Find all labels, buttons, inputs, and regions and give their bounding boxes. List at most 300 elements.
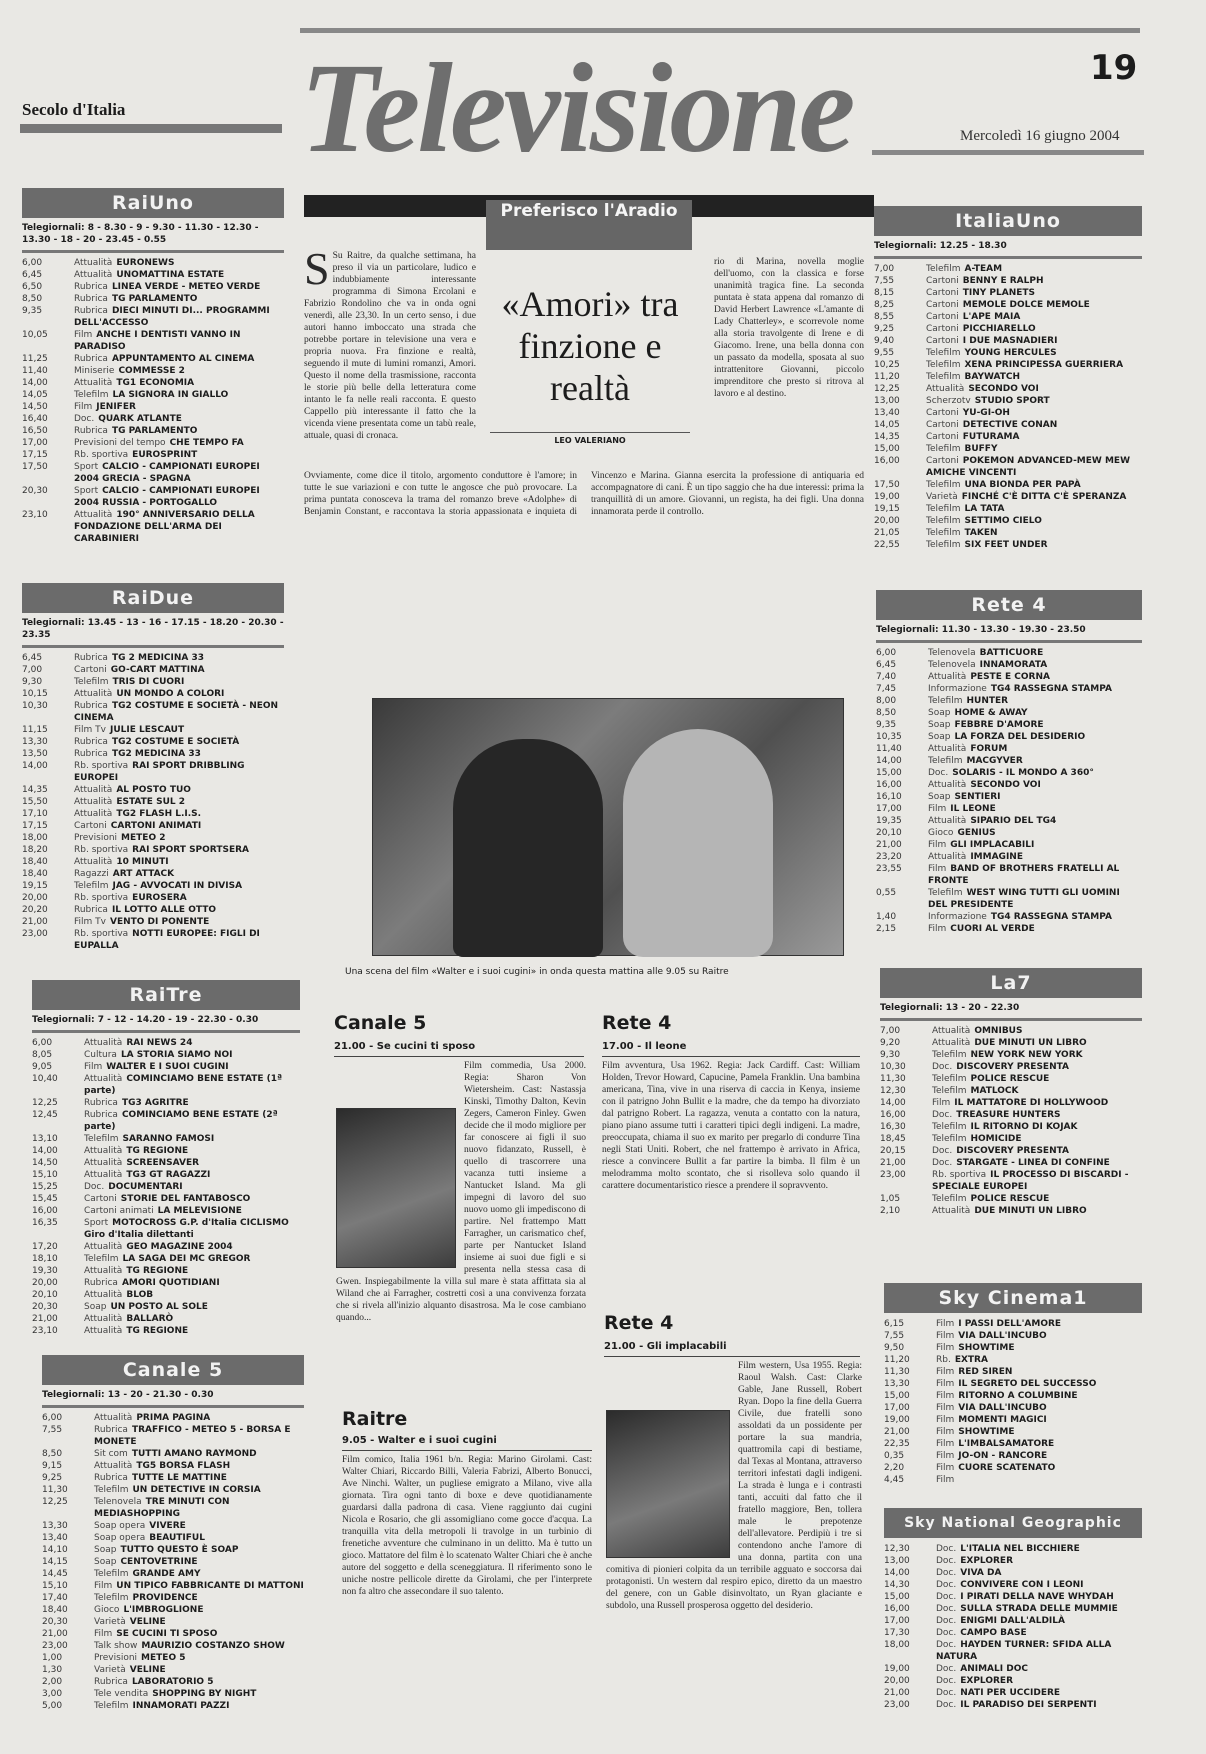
schedule-genre: Gioco — [928, 828, 954, 838]
dropcap: S — [304, 250, 330, 294]
schedule-row — [880, 1073, 1142, 1085]
schedule-time: 9,25 — [42, 1473, 63, 1483]
paper-name: Secolo d'Italia — [22, 100, 126, 119]
schedule-row — [876, 743, 1142, 755]
schedule-title: SENTIERI — [954, 792, 1001, 802]
schedule-time: 16,50 — [22, 426, 48, 436]
schedule-time: 19,00 — [884, 1664, 910, 1674]
feature-col-1: S Su Raitre, da qualche settimana, ha preso il via un particolare, ludico e indubbiamente interessante programma di Simona Ercolani e Fabrizio Rondolino che va in onda ogni venerdì, alle 23,30. In un certo senso, i due autori hanno imboccato una strada che potrebbe portare in televisione una vera e propria nuova. Fra finzione e realtà, seguendo il mute di lumini romanzi, Amori. Questo il nome della trasmissione, racconta le storie più belle della letteratura come intanto le fa nelle reali racconta. E questo Cappello più interessante il fatto che la vicenda viene presentata come un tabù reale, attuale, quasi di cronaca. — [304, 250, 476, 441]
schedule-row — [42, 1700, 304, 1712]
schedule-row — [874, 311, 1142, 323]
schedule-time: 23,00 — [880, 1170, 906, 1180]
schedule-title: APPUNTAMENTO AL CINEMA — [111, 354, 255, 364]
schedule-genre: Rubrica — [84, 1278, 118, 1288]
schedule-list — [884, 1318, 1142, 1486]
schedule-time: 11,25 — [22, 354, 48, 364]
schedule-time: 11,20 — [884, 1355, 910, 1365]
schedule-row — [22, 401, 284, 413]
schedule-row — [22, 293, 284, 305]
schedule-title: CUORI AL VERDE — [950, 924, 1035, 934]
schedule-title: NOTTI EUROPEE: FIGLI DI EUPALLA — [74, 929, 260, 951]
preview-canale5-channel: Canale 5 — [334, 1012, 427, 1034]
schedule-row — [884, 1555, 1142, 1567]
schedule-time: 15,00 — [874, 444, 900, 454]
schedule-row — [874, 443, 1142, 455]
schedule-row — [880, 1145, 1142, 1157]
schedule-title: L'IMBALSAMATORE — [958, 1439, 1055, 1449]
preview-raitre-channel: Raitre — [342, 1408, 408, 1430]
schedule-genre: Rb. sportiva — [74, 893, 129, 903]
schedule-title: IL PARADISO DEI SERPENTI — [960, 1700, 1097, 1710]
schedule-row — [876, 755, 1142, 767]
schedule-time: 20,10 — [876, 828, 902, 838]
schedule-row — [876, 683, 1142, 695]
schedule-genre: Rubrica — [94, 1425, 128, 1435]
schedule-genre: Cartoni — [926, 312, 959, 322]
schedule-time: 20,10 — [32, 1290, 58, 1300]
tg-times: Telegiornali: 12.25 - 18.30 — [874, 236, 1142, 259]
schedule-genre: Rb. sportiva — [74, 450, 129, 460]
schedule-row — [32, 1157, 300, 1169]
schedule-row — [876, 671, 1142, 683]
schedule-row — [32, 1325, 300, 1337]
schedule-title: EURONEWS — [116, 258, 175, 268]
schedule-time: 20,00 — [884, 1676, 910, 1686]
schedule-title: RITORNO A COLUMBINE — [958, 1391, 1078, 1401]
schedule-genre: Telefilm — [94, 1569, 129, 1579]
schedule-time: 7,55 — [874, 276, 895, 286]
schedule-genre: Attualità — [928, 816, 967, 826]
schedule-time: 23,10 — [32, 1326, 58, 1336]
schedule-genre: Miniserie — [74, 366, 115, 376]
schedule-genre: Attualità — [74, 857, 113, 867]
schedule-time: 18,10 — [32, 1254, 58, 1264]
schedule-row — [22, 449, 284, 461]
float-spacer — [606, 1406, 738, 1556]
schedule-genre: Doc. — [936, 1628, 957, 1638]
schedule-title: HUNTER — [966, 696, 1009, 706]
schedule-row — [42, 1412, 304, 1424]
schedule-title: EUROSPRINT — [132, 450, 198, 460]
schedule-genre: Cartoni — [74, 821, 107, 831]
schedule-row — [22, 257, 284, 269]
schedule-genre: Rubrica — [74, 905, 108, 915]
schedule-row — [32, 1169, 300, 1181]
schedule-time: 17,50 — [874, 480, 900, 490]
schedule-title: DUE MINUTI UN LIBRO — [974, 1206, 1087, 1216]
schedule-row — [880, 1025, 1142, 1037]
schedule-row — [22, 700, 284, 724]
schedule-row — [876, 923, 1142, 935]
schedule-row — [884, 1366, 1142, 1378]
schedule-genre: Telefilm — [926, 528, 961, 538]
schedule-row — [42, 1496, 304, 1520]
schedule-list — [22, 652, 284, 952]
schedule-time: 7,55 — [884, 1331, 905, 1341]
schedule-time: 8,50 — [22, 294, 43, 304]
schedule-title: DOCUMENTARI — [108, 1182, 183, 1192]
schedule-time: 20,00 — [22, 893, 48, 903]
schedule-time: 20,30 — [22, 486, 48, 496]
schedule-row — [42, 1484, 304, 1496]
schedule-row — [42, 1448, 304, 1460]
schedule-genre: Attualità — [94, 1461, 133, 1471]
schedule-genre: Telefilm — [926, 372, 961, 382]
schedule-title: BENNY E RALPH — [962, 276, 1044, 286]
schedule-title: TG1 ECONOMIA — [116, 378, 195, 388]
schedule-genre: Film Tv — [74, 725, 106, 735]
schedule-title: PRIMA PAGINA — [136, 1413, 211, 1423]
schedule-genre: Attualità — [84, 1146, 123, 1156]
schedule-row — [880, 1109, 1142, 1121]
schedule-row — [22, 365, 284, 377]
preview-canale5-slot: 21.00 - Se cucini ti sposo — [334, 1040, 584, 1057]
schedule-row — [874, 335, 1142, 347]
schedule-row — [876, 911, 1142, 923]
schedule-time: 15,45 — [32, 1194, 58, 1204]
schedule-title: LA SAGA DEI MC GREGOR — [122, 1254, 251, 1264]
schedule-time: 2,10 — [880, 1206, 901, 1216]
schedule-genre: Attualità — [74, 378, 113, 388]
schedule-title: LA MELEVISIONE — [157, 1206, 242, 1216]
schedule-row — [880, 1037, 1142, 1049]
schedule-genre: Doc. — [74, 414, 95, 424]
schedule-time: 16,00 — [32, 1206, 58, 1216]
preview-raitre-slot: 9.05 - Walter e i suoi cugini — [342, 1434, 592, 1451]
schedule-title: POLICE RESCUE — [970, 1074, 1050, 1084]
schedule-time: 18,40 — [42, 1605, 68, 1615]
schedule-row — [874, 275, 1142, 287]
schedule-time: 0,35 — [884, 1451, 905, 1461]
schedule-genre: Cartoni — [926, 408, 959, 418]
schedule-row — [42, 1568, 304, 1580]
schedule-time: 6,45 — [22, 653, 43, 663]
schedule-row — [22, 305, 284, 329]
feature-body: Ovviamente, come dice il titolo, argomento conduttore è l'amore; in tutte le sue variazioni e con tutte le angosce che può provocare. La prima puntata conosceva la trama del romanzo breve «Adolphe» di Benjamin Constant, e raccontava la storia appassionata e inquieta di Vincenzo e Marina. Gianna esercita la professione di antiquaria ed accompagnatore di cani. È un tipo saggio che ha due interessi: prima la tranquillità di un amore. Giovanni, un regista, ha dei figli. Una donna innamorata perde il controllo. — [304, 471, 864, 517]
schedule-row — [22, 784, 284, 796]
schedule-row — [876, 887, 1142, 911]
schedule-row — [880, 1205, 1142, 1217]
schedule-time: 19,15 — [874, 504, 900, 514]
schedule-genre: Attualità — [84, 1314, 123, 1324]
schedule-title: L'ITALIA NEL BICCHIERE — [960, 1544, 1080, 1554]
schedule-genre: Informazione — [928, 684, 987, 694]
schedule-time: 14,45 — [42, 1569, 68, 1579]
schedule-row — [876, 827, 1142, 839]
schedule-row — [22, 281, 284, 293]
schedule-row — [884, 1342, 1142, 1354]
schedule-time: 16,10 — [876, 792, 902, 802]
schedule-time: 12,30 — [880, 1086, 906, 1096]
schedule-time: 16,40 — [22, 414, 48, 424]
schedule-title: GRANDE AMY — [132, 1569, 201, 1579]
schedule-title: CHE TEMPO FA — [169, 438, 244, 448]
schedule-time: 7,55 — [42, 1425, 63, 1435]
schedule-title: RED SIREN — [958, 1367, 1013, 1377]
schedule-genre: Attualità — [928, 744, 967, 754]
schedule-row — [876, 839, 1142, 851]
schedule-genre: Telefilm — [94, 1485, 129, 1495]
schedule-row — [884, 1438, 1142, 1450]
section-title: Televisione — [300, 37, 853, 179]
schedule-row — [32, 1145, 300, 1157]
schedule-time: 9,15 — [42, 1461, 63, 1471]
schedule-genre: Rubrica — [74, 701, 108, 711]
schedule-title: HAYDEN TURNER: SFIDA ALLA NATURA — [936, 1640, 1112, 1662]
schedule-title: POKEMON ADVANCED-MEW MEW AMICHE VINCENTI — [926, 456, 1131, 478]
schedule-time: 17,00 — [884, 1616, 910, 1626]
schedule-row — [22, 880, 284, 892]
schedule-row — [880, 1193, 1142, 1205]
schedule-genre: Doc. — [932, 1110, 953, 1120]
schedule-genre: Film — [928, 804, 947, 814]
schedule-row — [884, 1579, 1142, 1591]
schedule-genre: Rubrica — [84, 1098, 118, 1108]
schedule-time: 12,25 — [42, 1497, 68, 1507]
schedule-title: TG5 BORSA FLASH — [136, 1461, 231, 1471]
schedule-title: MOTOCROSS G.P. d'Italia CICLISMO Giro d'Italia dilettanti — [84, 1218, 289, 1240]
schedule-time: 10,15 — [22, 689, 48, 699]
schedule-time: 20,30 — [32, 1302, 58, 1312]
schedule-time: 10,25 — [874, 360, 900, 370]
schedule-time: 19,15 — [22, 881, 48, 891]
schedule-time: 8,50 — [42, 1449, 63, 1459]
schedule-row — [32, 1037, 300, 1049]
schedule-genre: Soap — [84, 1302, 107, 1312]
schedule-genre: Cartoni — [84, 1194, 117, 1204]
schedule-genre: Rubrica — [74, 426, 108, 436]
schedule-genre: Telefilm — [932, 1122, 967, 1132]
schedule-title: STARGATE - LINEA DI CONFINE — [956, 1158, 1110, 1168]
schedule-time: 14,10 — [42, 1545, 68, 1555]
schedule-genre: Film — [936, 1415, 955, 1425]
schedule-row — [874, 455, 1142, 479]
schedule-row — [32, 1049, 300, 1061]
schedule-time: 21,00 — [42, 1629, 68, 1639]
schedule-genre: Doc. — [936, 1556, 957, 1566]
schedule-time: 13,00 — [874, 396, 900, 406]
schedule-row — [42, 1604, 304, 1616]
schedule-title: AMORI QUOTIDIANI — [121, 1278, 220, 1288]
schedule-time: 10,35 — [876, 732, 902, 742]
schedule-title: METEO 2 — [121, 833, 166, 843]
schedule-title: MAURIZIO COSTANZO SHOW — [141, 1641, 285, 1651]
schedule-row — [22, 796, 284, 808]
schedule-row — [880, 1061, 1142, 1073]
schedule-title: TUTTE LE MATTINE — [131, 1473, 227, 1483]
schedule-genre: Informazione — [928, 912, 987, 922]
schedule-title: DISCOVERY PRESENTA — [956, 1146, 1070, 1156]
schedule-title: HOMICIDE — [970, 1134, 1022, 1144]
schedule-genre: Rubrica — [94, 1677, 128, 1687]
schedule-row — [22, 748, 284, 760]
schedule-title: TG2 FLASH L.I.S. — [116, 809, 202, 819]
schedule-time: 20,15 — [880, 1146, 906, 1156]
schedule-genre: Attualità — [74, 689, 113, 699]
schedule-genre: Telefilm — [926, 360, 961, 370]
schedule-title: TG2 MEDICINA 33 — [111, 749, 201, 759]
schedule-title: VELINE — [129, 1665, 166, 1675]
schedule-row — [42, 1532, 304, 1544]
schedule-row — [22, 269, 284, 281]
schedule-genre: Film — [94, 1629, 113, 1639]
schedule-time: 21,00 — [876, 840, 902, 850]
schedule-genre: Doc. — [936, 1640, 957, 1650]
schedule-time: 14,05 — [22, 390, 48, 400]
schedule-title: TG PARLAMENTO — [111, 426, 198, 436]
channel-banner-raiuno: RaiUno — [22, 188, 284, 218]
schedule-time: 23,00 — [884, 1700, 910, 1710]
schedule-genre: Telenovela — [94, 1497, 142, 1507]
schedule-row — [874, 371, 1142, 383]
schedule-genre: Attualità — [84, 1242, 123, 1252]
schedule-title: TUTTI AMANO RAYMOND — [131, 1449, 257, 1459]
schedule-genre: Film — [74, 402, 93, 412]
schedule-time: 16,30 — [880, 1122, 906, 1132]
schedule-title: TRE MINUTI CON MEDIASHOPPING — [94, 1497, 230, 1519]
schedule-row — [22, 413, 284, 425]
schedule-time: 19,00 — [884, 1415, 910, 1425]
schedule-genre: Telefilm — [926, 444, 961, 454]
schedule-title: ART ATTACK — [112, 869, 175, 879]
schedule-time: 14,50 — [22, 402, 48, 412]
schedule-genre: Doc. — [936, 1676, 957, 1686]
schedule-row — [42, 1688, 304, 1700]
schedule-row — [880, 1097, 1142, 1109]
schedule-row — [42, 1592, 304, 1604]
schedule-row — [22, 928, 284, 952]
schedule-row — [884, 1591, 1142, 1603]
channel-banner-italiauno: ItaliaUno — [874, 206, 1142, 236]
schedule-title: SARANNO FAMOSI — [122, 1134, 215, 1144]
schedule-genre: Doc. — [932, 1062, 953, 1072]
schedule-time: 13,40 — [874, 408, 900, 418]
schedule-genre: Film — [74, 330, 93, 340]
schedule-time: 15,50 — [22, 797, 48, 807]
schedule-genre: Film — [928, 924, 947, 934]
schedule-genre: Cartoni — [926, 276, 959, 286]
schedule-genre: Telefilm — [928, 756, 963, 766]
page-number: 19 — [1090, 48, 1138, 88]
preview-rete4b-channel: Rete 4 — [604, 1312, 674, 1334]
schedule-row — [874, 419, 1142, 431]
schedule-time: 21,00 — [880, 1158, 906, 1168]
schedule-title: BUFFY — [964, 444, 998, 454]
schedule-time: 14,35 — [874, 432, 900, 442]
schedule-time: 17,00 — [22, 438, 48, 448]
schedule-time: 7,40 — [876, 672, 897, 682]
schedule-genre: Film — [936, 1463, 955, 1473]
schedule-title: IL LEONE — [950, 804, 996, 814]
schedule-list — [32, 1037, 300, 1337]
schedule-genre: Previsioni del tempo — [74, 438, 166, 448]
schedule-time: 19,30 — [32, 1266, 58, 1276]
schedule-time: 14,00 — [22, 378, 48, 388]
schedule-title: FEBBRE D'AMORE — [954, 720, 1044, 730]
channel-banner-raidue: RaiDue — [22, 583, 284, 613]
tg-times: Telegiornali: 8 - 8.30 - 9 - 9.30 - 11.30 - 12.30 - 13.30 - 18 - 20 - 23.45 - 0.55 — [22, 218, 284, 253]
schedule-title: HOME & AWAY — [954, 708, 1028, 718]
schedule-genre: Doc. — [928, 768, 949, 778]
schedule-time: 6,50 — [22, 282, 43, 292]
schedule-genre: Film — [936, 1331, 955, 1341]
schedule-genre: Sport — [74, 462, 99, 472]
schedule-title: IL LOTTO ALLE OTTO — [111, 905, 216, 915]
schedule-time: 6,00 — [876, 648, 897, 658]
schedule-row — [22, 377, 284, 389]
schedule-genre: Attualità — [84, 1158, 123, 1168]
schedule-title: JAG - AVVOCATI IN DIVISA — [112, 881, 243, 891]
schedule-title: SECONDO VOI — [970, 780, 1041, 790]
schedule-title: DUE MINUTI UN LIBRO — [974, 1038, 1087, 1048]
schedule-genre: Telefilm — [926, 480, 961, 490]
schedule-row — [42, 1616, 304, 1628]
schedule-time: 1,00 — [42, 1653, 63, 1663]
schedule-time: 20,20 — [22, 905, 48, 915]
schedule-genre: Rubrica — [74, 737, 108, 747]
schedule-genre: Film — [936, 1319, 955, 1329]
schedule-time: 9,05 — [32, 1062, 53, 1072]
schedule-time: 10,40 — [32, 1074, 58, 1084]
schedule-time: 14,35 — [22, 785, 48, 795]
schedule-genre: Rb. — [936, 1355, 951, 1365]
schedule-genre: Film — [94, 1581, 113, 1591]
schedule-row — [32, 1181, 300, 1193]
schedule-row — [22, 329, 284, 353]
schedule-time: 14,50 — [32, 1158, 58, 1168]
schedule-time: 6,00 — [42, 1413, 63, 1423]
preview-rete4a-text: Film avventura, Usa 1962. Regia: Jack Cardiff. Cast: William Holden, Trevor Howard, Capucine, Pamela Franklin. Una bambina americana, Tina, vive in una riserva di caccia in Kenya, insieme con il patrigno John Bullit e la madre, che da tempo ha divorziato dal patrigno Robert. La ragazza, venuta a contatto con la natura, piano piano assume tutti i caratteri tipici degli indigeni. La madre, preoccupata, chiama il suo ex marito per pregarlo di condurre Tina negli Stati Uniti. Robert, che nel frattempo è arrivato in Africa, riesce a convincere Bullit a far partire la bimba. Il film è un melodramma molto scontato, che si risolleva solo quando il carattere documentaristico riesce a prendere il sopravvento. — [602, 1061, 860, 1191]
schedule-row — [874, 359, 1142, 371]
schedule-row — [884, 1627, 1142, 1639]
schedule-time: 15,00 — [876, 768, 902, 778]
schedule-title: TG2 COSTUME E SOCIETÀ — [111, 737, 240, 747]
preview-rete4b-text: Film western, Usa 1955. Regia: Raoul Walsh. Cast: Clarke Gable, Jane Russell, Robert Ryan. Dopo la fine della Guerra Civile, due fratelli sono assoldati da un possidente per portare la sua mandria, quattromila capi di bestiame, dal Texas al Montana, attraverso territori infestati dagli indigeni. La strada è lunga e i contrasti tanti, accuiti dal fatto che il fratello maggiore, Ben, tollera male le prepotenze dell'allevatore. Perdipiù i tre si contendono anche l'amore di una donna, partita con una comitiva di pionieri colpita da un terribile agguato e soccorsa dai protagonisti. Un western dal respiro epico, diretto da un maestro del genere, con un Gable disinvoltato, un Ryan glaciante e subdolo, una Russell prosperosa oggetto del desiderio. — [606, 1361, 862, 1611]
channel-banner-raitre: RaiTre — [32, 980, 300, 1010]
schedule-genre: Attualità — [932, 1026, 971, 1036]
schedule-row — [874, 431, 1142, 443]
schedule-time: 9,20 — [880, 1038, 901, 1048]
schedule-row — [884, 1414, 1142, 1426]
tg-times: Telegiornali: 13 - 20 - 22.30 — [880, 998, 1142, 1021]
schedule-row — [22, 856, 284, 868]
schedule-time: 4,45 — [884, 1475, 905, 1485]
schedule-title: BLOB — [126, 1290, 154, 1300]
schedule-time: 15,10 — [32, 1170, 58, 1180]
schedule-genre: Telefilm — [932, 1050, 967, 1060]
schedule-title: 10 MINUTI — [116, 857, 169, 867]
schedule-row — [32, 1205, 300, 1217]
schedule-row — [884, 1354, 1142, 1366]
schedule-row — [42, 1676, 304, 1688]
schedule-row — [876, 767, 1142, 779]
schedule-genre: Cartoni — [926, 432, 959, 442]
schedule-time: 21,00 — [22, 917, 48, 927]
schedule-genre: Soap — [94, 1557, 117, 1567]
schedule-genre: Varietà — [926, 492, 958, 502]
raidue-block — [22, 583, 284, 952]
schedule-title: XENA PRINCIPESSA GUERRIERA — [964, 360, 1124, 370]
schedule-row — [32, 1217, 300, 1241]
schedule-genre: Rubrica — [74, 354, 108, 364]
schedule-genre: Telefilm — [94, 1701, 129, 1711]
schedule-time: 17,00 — [884, 1403, 910, 1413]
schedule-genre: Soap — [928, 708, 951, 718]
schedule-row — [874, 323, 1142, 335]
schedule-genre: Attualità — [84, 1266, 123, 1276]
photo-figure-woman — [623, 729, 773, 957]
schedule-row — [22, 509, 284, 545]
